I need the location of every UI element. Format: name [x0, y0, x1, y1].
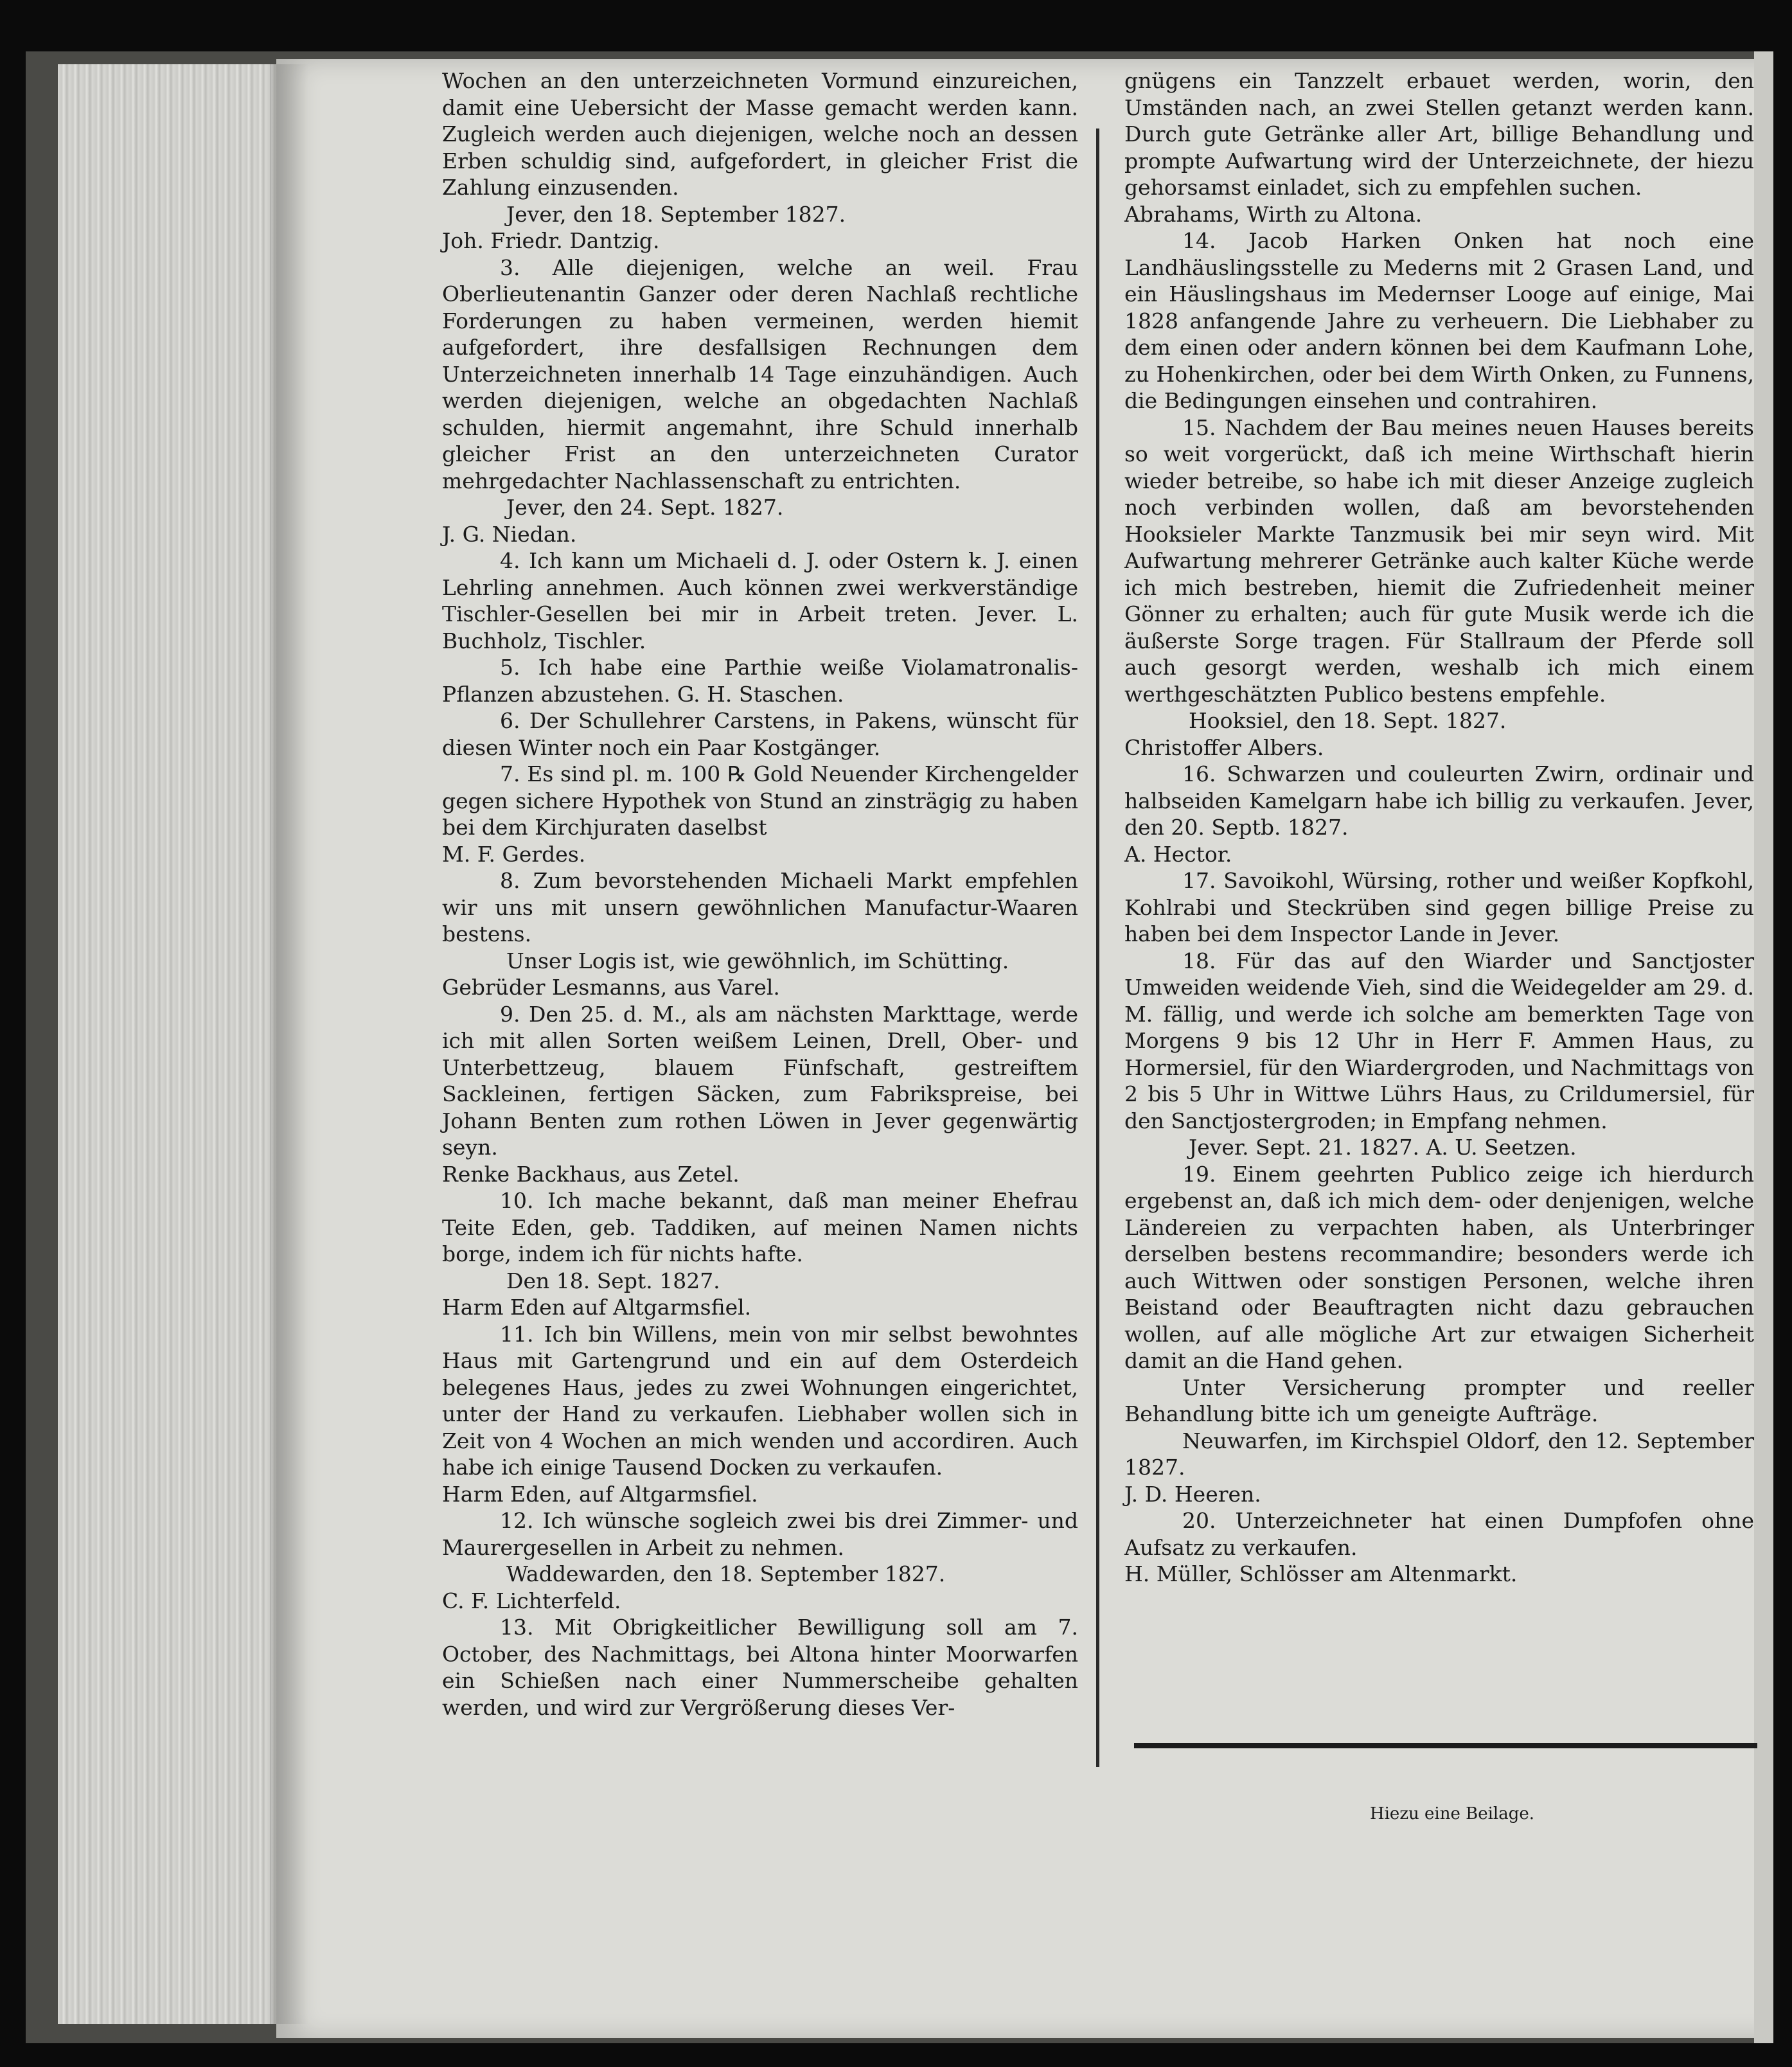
notice-paragraph: gnügens ein Tanzzelt erbauet werden, worin, den Umständen nach, an zwei Stellen getanzt werden kann. Durch gute Getränke aller Art, billige Behandlung und prompte Aufwartung wird der Unterzeichnete, der hiezu gehorsamst einladet, sich zu empfehlen suchen. — [1124, 68, 1754, 200]
notice-paragraph: Jever, den 18. September 1827. — [506, 201, 846, 227]
notice-paragraph: C. F. Lichterfeld. — [442, 1588, 621, 1613]
notice-paragraph: 7. Es sind pl. m. 100 ℞ Gold Neuender Kirchengelder gegen sichere Hypothek von Stund an zinsträgig zu haben bei dem Kirchjuraten daselbst — [442, 761, 1078, 840]
notice-paragraph: Harm Eden, auf Altgarmsfiel. — [442, 1481, 758, 1507]
gutter-shadow — [270, 64, 308, 2024]
notice-paragraph: J. D. Heeren. — [1124, 1481, 1261, 1507]
notice-paragraph: 14. Jacob Harken Onken hat noch eine Landhäuslingsstelle zu Mederns mit 2 Grasen Land, und ein Häuslingshaus im Medernser Looge auf einige, Mai 1828 anfangende Jahre zu verheuern. Die Liebhaber zu dem einen oder andern können bei dem Kaufmann Lohe, zu Hohenkirchen, oder bei dem Wirth Onken, zu Funnens, die Bedingungen einsehen und contrahiren. — [1124, 228, 1754, 413]
notice-paragraph: Joh. Friedr. Dantzig. — [442, 228, 660, 253]
notice-paragraph: 8. Zum bevorstehenden Michaeli Markt empfehlen wir uns mit unsern gewöhnlichen Manufactur-Waaren bestens. — [442, 868, 1078, 946]
notice-paragraph: Renke Backhaus, aus Zetel. — [442, 1161, 740, 1187]
notice-paragraph: Hooksiel, den 18. Sept. 1827. — [1189, 708, 1507, 733]
notice-paragraph: 16. Schwarzen und couleurten Zwirn, ordinair und halbseiden Kamelgarn habe ich billig zu verkaufen. Jever, den 20. Septb. 1827. — [1124, 761, 1754, 840]
notice-paragraph: 3. Alle diejenigen, welche an weil. Frau Oberlieutenantin Ganzer oder deren Nachlaß rechtliche Forderungen zu haben vermeinen, werden hiemit aufgefordert, ihre desfallsigen Rechnungen dem Unterzeichneten innerhalb 14 Tage einzuhändigen. Auch werden diejenigen, welche an obgedachten Nachlaß schulden, hiermit angemahnt, ihre Schuld innerhalb gleicher Frist an den unterzeichneten Curator mehrgedachter Nachlassenschaft zu entrichten. — [442, 254, 1078, 493]
notice-paragraph: Den 18. Sept. 1827. — [506, 1268, 720, 1293]
notice-paragraph: Harm Eden auf Altgarmsfiel. — [442, 1295, 752, 1320]
notice-paragraph: Waddewarden, den 18. September 1827. — [506, 1561, 946, 1586]
supplement-note: Hiezu eine Beilage. — [1369, 1804, 1535, 1823]
notice-paragraph: Unter Versicherung prompter und reeller Behandlung bitte ich um geneigte Aufträge. — [1124, 1374, 1754, 1426]
notice-paragraph: Jever, den 24. Sept. 1827. — [506, 495, 784, 520]
notice-paragraph: 12. Ich wünsche sogleich zwei bis drei Zimmer- und Maurergesellen in Arbeit zu nehmen. — [442, 1508, 1078, 1560]
notice-paragraph: 4. Ich kann um Michaeli d. J. oder Ostern k. J. einen Lehrling annehmen. Auch können zwei werkverständige Tischler-Gesellen bei mir in Arbeit treten. Jever. L. Buchholz, Tischler. — [442, 548, 1078, 653]
notice-paragraph: 19. Einem geehrten Publico zeige ich hierdurch ergebenst an, daß ich mich dem- oder denjenigen, welche Ländereien zu verpachten haben, als Unterbringer derselben bestens recommandire; besonders werde ich auch Wittwen oder sonstigen Personen, welche ihren Beistand oder Beauftragten nicht dazu gebrauchen wollen, auf alle mögliche Art zur etwaigen Sicherheit damit an die Hand gehen. — [1124, 1161, 1754, 1373]
end-rule — [1134, 1743, 1757, 1748]
right-text-column — [1124, 67, 1754, 1588]
notice-paragraph: Christoffer Albers. — [1124, 734, 1324, 760]
notice-paragraph: 13. Mit Obrigkeitlicher Bewilligung soll am 7. October, des Nachmittags, bei Altona hinter Moorwarfen ein Schießen nach einer Nummerscheibe gehalten werden, und wird zur Vergrößerung dieses Ver- — [442, 1615, 1078, 1720]
notice-paragraph: 15. Nachdem der Bau meines neuen Hauses bereits so weit vorgerückt, daß ich meine Wirthschaft hierin wieder betreibe, so habe ich mit dieser Anzeige zugleich noch verbinden wollen, daß am bevorstehenden Hooksieler Markte Tanzmusik bei mir seyn wird. Mit Aufwartung mehrerer Getränke auch kalter Küche werde ich mich bestreben, hiemit die Zufriedenheit meiner Gönner zu erhalten; auch für gute Musik werde ich die äußerste Sorge tragen. Für Stallraum der Pferde soll auch gesorgt werden, weshalb ich mich einem werthgeschätzten Publico bestens empfehle. — [1124, 414, 1754, 707]
notice-paragraph: 18. Für das auf den Wiarder und Sanctjoster Umweiden weidende Vieh, sind die Weidegelder am 29. d. M. fällig, und werde ich solche am bemerkten Tage von Morgens 9 bis 12 Uhr in Herr F. Ammen Haus, zu Hormersiel, für den Wiardergroden, und Nachmittags von 2 bis 5 Uhr in Wittwe Lührs Haus, zu Crildumersiel, für den Sanctjostergroden; in Empfang nehmen. — [1124, 948, 1754, 1133]
notice-paragraph: Wochen an den unterzeichneten Vormund einzureichen, damit eine Uebersicht der Masse gemacht werden kann. Zugleich werden auch diejenigen, welche noch an dessen Erben schuldig sind, aufgefordert, in gleicher Frist die Zahlung einzusenden. — [442, 68, 1078, 200]
notice-paragraph: Abrahams, Wirth zu Altona. — [1124, 201, 1423, 227]
notice-paragraph: Jever. Sept. 21. 1827. A. U. Seetzen. — [1189, 1135, 1577, 1160]
notice-paragraph: 17. Savoikohl, Würsing, rother und weißer Kopfkohl, Kohlrabi und Steckrüben sind gegen billige Preise zu haben bei dem Inspector Lande in Jever. — [1124, 868, 1754, 946]
column-divider — [1096, 129, 1099, 1767]
page-edges — [58, 64, 289, 2024]
notice-paragraph: 9. Den 25. d. M., als am nächsten Markttage, werde ich mit allen Sorten weißem Leinen, Drell, Ober- und Unterbettzeug, blauem Fünfschaft, gestreiftem Sackleinen, fertigen Säcken, zum Fabrikspreise, bei Johann Benten zum rothen Löwen in Jever gegenwärtig seyn. — [442, 1001, 1078, 1160]
notice-paragraph: 11. Ich bin Willens, mein von mir selbst bewohntes Haus mit Gartengrund und ein auf dem Osterdeich belegenes Haus, jedes zu zwei Wohnungen eingerichtet, unter der Hand zu verkaufen. Liebhaber wollen sich in Zeit von 4 Wochen an mich wenden und accordiren. Auch habe ich einige Tausend Docken zu verkaufen. — [442, 1321, 1078, 1480]
notice-paragraph: 6. Der Schullehrer Carstens, in Pakens, wünscht für diesen Winter noch ein Paar Kostgänger. — [442, 708, 1078, 760]
notice-paragraph: J. G. Niedan. — [442, 521, 577, 547]
notice-paragraph: 20. Unterzeichneter hat einen Dumpfofen ohne Aufsatz zu verkaufen. — [1124, 1508, 1754, 1560]
notice-paragraph: Unser Logis ist, wie gewöhnlich, im Schütting. — [506, 948, 1009, 973]
notice-paragraph: M. F. Gerdes. — [442, 841, 586, 867]
notice-paragraph: 10. Ich mache bekannt, daß man meiner Ehefrau Teite Eden, geb. Taddiken, auf meinen Namen nichts borge, indem ich für nichts hafte. — [442, 1188, 1078, 1266]
left-text-column — [442, 67, 1078, 1721]
notice-paragraph: A. Hector. — [1124, 841, 1232, 867]
notice-paragraph: 5. Ich habe eine Parthie weiße Violamatronalis-Pflanzen abzustehen. G. H. Staschen. — [442, 655, 1078, 707]
notice-paragraph: H. Müller, Schlösser am Altenmarkt. — [1124, 1561, 1518, 1586]
notice-paragraph: Neuwarfen, im Kirchspiel Oldorf, den 12. September 1827. — [1124, 1428, 1754, 1480]
notice-paragraph: Gebrüder Lesmanns, aus Varel. — [442, 975, 780, 1000]
